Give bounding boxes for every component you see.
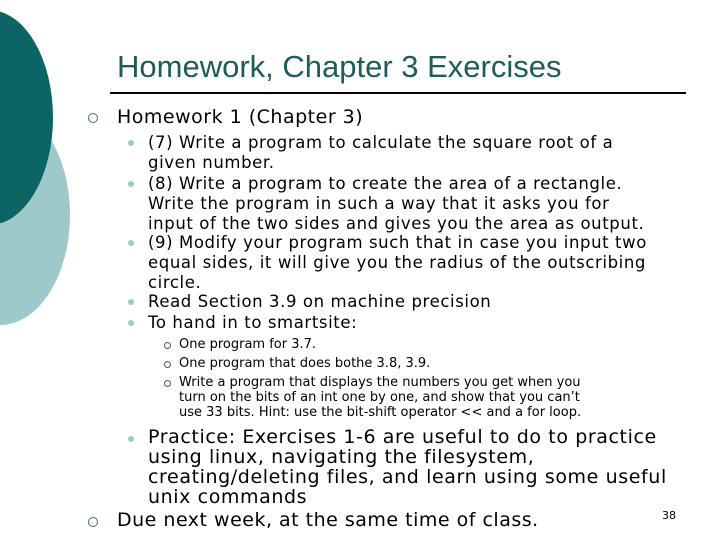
list-item-9 [148, 233, 647, 293]
list-item-line: Read Section 3.9 on machine precision [148, 292, 492, 311]
list-item-8 [148, 174, 644, 234]
dot-bullet-icon [128, 140, 134, 146]
decorative-circles [0, 0, 110, 540]
subitem-line: Write a program that displays the numbers you get when you [179, 375, 581, 390]
practice-line: unix commands [148, 486, 308, 508]
page-number: 38 [662, 509, 676, 522]
list-item-7 [148, 133, 613, 173]
subitem-line: turn on the bits of an int one by one, and show that you can’t [179, 390, 580, 405]
homework-heading: Homework 1 (Chapter 3) [117, 106, 364, 128]
list-item-line: (7) Write a program to calculate the square root of a [148, 133, 614, 152]
due-note: Due next week, at the same time of class. [117, 509, 539, 531]
list-item-line: circle. [148, 273, 202, 292]
subitem-bits-program [179, 375, 581, 420]
slide-title: Homework, Chapter 3 Exercises [117, 49, 562, 84]
small-ring-bullet-icon [164, 380, 171, 387]
ring-bullet-icon [88, 113, 98, 123]
list-item-line: (9) Modify your program such that in case you input two [148, 233, 647, 252]
list-item-line: Write the program in such a way that it asks you for [148, 194, 610, 213]
small-ring-bullet-icon [164, 342, 171, 349]
practice-line: creating/deleting files, and learn using some useful [148, 466, 667, 488]
title-underline [110, 92, 686, 94]
list-item-hand-in [148, 313, 357, 333]
subitem-line: One program for 3.7. [179, 337, 317, 352]
dot-bullet-icon [128, 436, 134, 442]
practice-line: using linux, navigating the filesystem, [148, 446, 535, 468]
practice-line: Practice: Exercises 1-6 are useful to do to practice [148, 426, 657, 448]
subitem-line: use 33 bits. Hint: use the bit-shift operator << and a for loop. [179, 405, 582, 420]
practice-item [148, 427, 667, 507]
subitem-line: One program that does bothe 3.8, 3.9. [179, 356, 431, 371]
list-item-line: input of the two sides and gives you the area as output. [148, 214, 645, 233]
list-item-line: (8) Write a program to create the area of a rectangle. [148, 174, 623, 193]
list-item-read-section [148, 292, 491, 312]
list-item-line: given number. [148, 153, 275, 172]
ring-bullet-icon [88, 517, 98, 527]
list-item-line: To hand in to smartsite: [148, 313, 358, 332]
subitem-program-3-8-3-9 [179, 356, 430, 371]
subitem-program-3-7 [179, 337, 316, 352]
dot-bullet-icon [128, 299, 134, 305]
dot-bullet-icon [128, 181, 134, 187]
dot-bullet-icon [128, 240, 134, 246]
small-ring-bullet-icon [164, 361, 171, 368]
list-item-line: equal sides, it will give you the radius of the outscribing [148, 253, 646, 272]
dot-bullet-icon [128, 320, 134, 326]
